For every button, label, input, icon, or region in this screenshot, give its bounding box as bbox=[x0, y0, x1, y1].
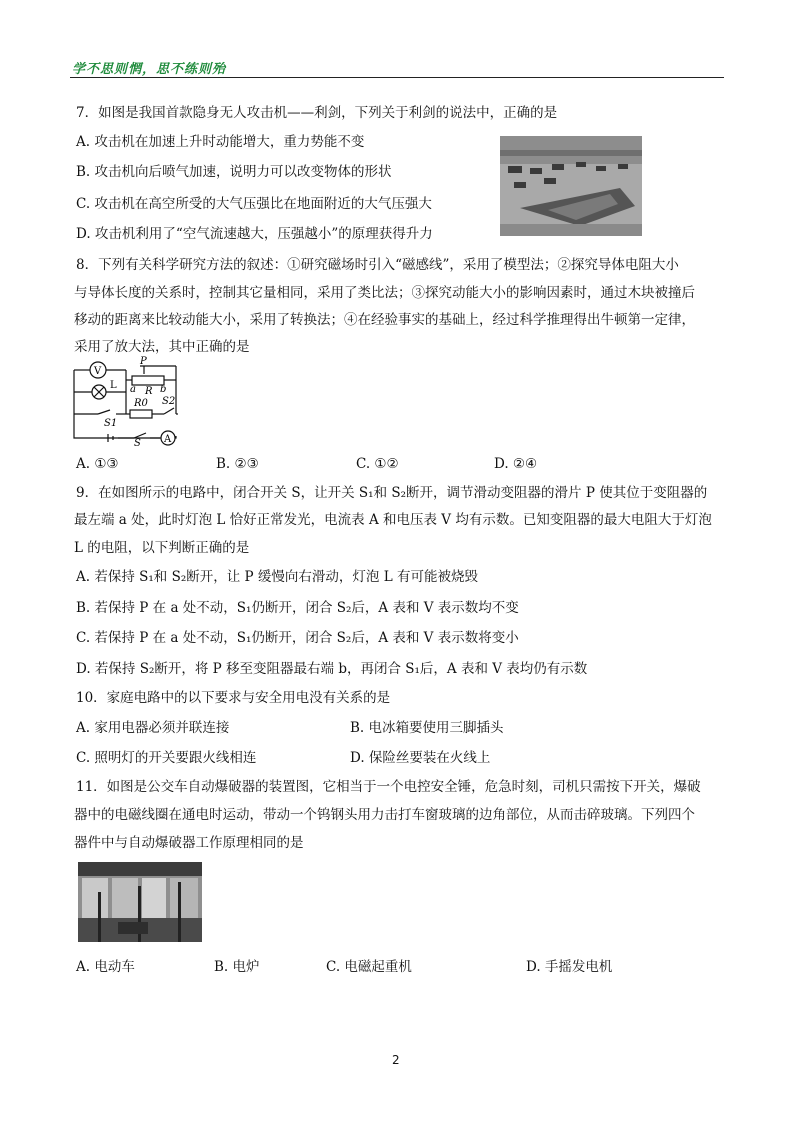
circuit-label-r0: R0 bbox=[134, 398, 148, 409]
circuit-label-voltmeter: V bbox=[94, 366, 102, 377]
q8-option-b: B. ②③ bbox=[216, 456, 259, 472]
q9-option-a: A. 若保持 S₁和 S₂断开，让 P 缓慢向右滑动，灯泡 L 有可能被烧毁 bbox=[76, 569, 478, 585]
header-motto: 学不思则惘，思不练则殆 bbox=[72, 62, 227, 77]
q10-option-a: A. 家用电器必须并联连接 bbox=[76, 720, 230, 736]
circuit-label-r: R bbox=[145, 386, 153, 397]
q8-option-a: A. ①③ bbox=[76, 456, 119, 472]
q7-stem: 7．如图是我国首款隐身无人攻击机——利剑，下列关于利剑的说法中，正确的是 bbox=[76, 105, 558, 121]
q8-stem-line2: 与导体长度的关系时，控制其它量相同，采用了类比法；③探究动能大小的影响因素时，通过木块被撞后 bbox=[74, 285, 695, 301]
q8-stem-line3: 移动的距离来比较动能大小，采用了转换法；④在经验事实的基础上，经过科学推理得出牛顿第一定律， bbox=[74, 312, 695, 328]
q9-stem-line3: L 的电阻，以下判断正确的是 bbox=[74, 540, 250, 556]
q7-option-c: C. 攻击机在高空所受的大气压强比在地面附近的大气压强大 bbox=[76, 196, 432, 212]
q11-stem-line2: 器中的电磁线圈在通电时运动，带动一个钨钢头用力击打车窗玻璃的边角部位，从而击碎玻璃。下列四个 bbox=[74, 807, 695, 823]
circuit-diagram bbox=[68, 356, 186, 448]
bus-breaker-photo bbox=[78, 862, 202, 942]
q10-stem: 10．家庭电路中的以下要求与安全用电没有关系的是 bbox=[76, 690, 391, 706]
circuit-label-p: P bbox=[140, 356, 147, 367]
q7-option-a: A. 攻击机在加速上升时动能增大，重力势能不变 bbox=[76, 134, 365, 150]
page-number: 2 bbox=[392, 1053, 400, 1067]
q11-stem-line1: 11．如图是公交车自动爆破器的装置图，它相当于一个电控安全锤，危急时刻，司机只需按下开关，爆破 bbox=[76, 779, 701, 795]
q8-option-c: C. ①② bbox=[356, 456, 399, 472]
q9-option-d: D. 若保持 S₂断开，将 P 移至变阻器最右端 b，再闭合 S₁后，A 表和 V 表均仍有示数 bbox=[76, 661, 588, 677]
q10-option-d: D. 保险丝要装在火线上 bbox=[350, 750, 491, 766]
circuit-label-s: S bbox=[134, 438, 141, 448]
stealth-drone-photo bbox=[500, 136, 642, 236]
q9-stem-line2: 最左端 a 处，此时灯泡 L 恰好正常发光，电流表 A 和电压表 V 均有示数。已知变阻器的最大电阻大于灯泡 bbox=[74, 512, 712, 528]
q7-option-b: B. 攻击机向后喷气加速，说明力可以改变物体的形状 bbox=[76, 164, 392, 180]
q11-option-c: C. 电磁起重机 bbox=[326, 959, 412, 975]
circuit-label-lamp: L bbox=[110, 380, 117, 391]
circuit-label-s1: S1 bbox=[104, 418, 118, 429]
q8-option-d: D. ②④ bbox=[494, 456, 538, 472]
q11-stem-line3: 器件中与自动爆破器工作原理相同的是 bbox=[74, 835, 304, 851]
q11-option-a: A. 电动车 bbox=[76, 959, 135, 975]
q10-option-b: B. 电冰箱要使用三脚插头 bbox=[350, 720, 504, 736]
q9-option-c: C. 若保持 P 在 a 处不动，S₁仍断开，闭合 S₂后，A 表和 V 表示数将变小 bbox=[76, 630, 519, 646]
q7-option-d: D. 攻击机利用了“空气流速越大，压强越小”的原理获得升力 bbox=[76, 226, 433, 242]
q8-stem-line4: 采用了放大法，其中正确的是 bbox=[74, 339, 250, 355]
q11-option-d: D. 手摇发电机 bbox=[526, 959, 613, 975]
circuit-label-ammeter: A bbox=[164, 434, 172, 445]
circuit-label-b: b bbox=[160, 384, 167, 395]
q9-stem-line1: 9．在如图所示的电路中，闭合开关 S，让开关 S₁和 S₂断开，调节滑动变阻器的滑片 P 使其位于变阻器的 bbox=[76, 485, 708, 501]
q10-option-c: C. 照明灯的开关要跟火线相连 bbox=[76, 750, 257, 766]
q8-stem-line1: 8．下列有关科学研究方法的叙述：①研究磁场时引入“磁感线”，采用了模型法；②探究导体电阻大小 bbox=[76, 257, 679, 273]
circuit-label-a: a bbox=[130, 384, 136, 395]
q11-option-b: B. 电炉 bbox=[214, 959, 260, 975]
header-divider bbox=[70, 77, 724, 78]
q9-option-b: B. 若保持 P 在 a 处不动，S₁仍断开，闭合 S₂后，A 表和 V 表示数均不变 bbox=[76, 600, 519, 616]
circuit-label-s2: S2 bbox=[162, 396, 176, 407]
